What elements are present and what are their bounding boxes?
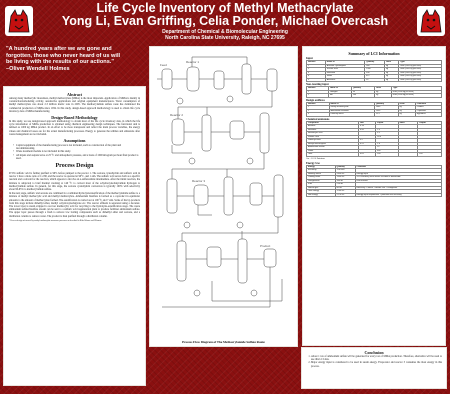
- table-cell: 4.05: [359, 153, 376, 157]
- table-cell: 1.6: [376, 142, 398, 146]
- table-cell: 2.3: [376, 128, 398, 132]
- table-cell: Gas: [359, 121, 376, 125]
- conclusion-list: [311, 355, 442, 368]
- process-design-text: 97.6% sulfuric acid is further purified to 99% before pumped to the reactor 1. The acetone cyanohydrin and sulfuric acid in reactor 1 have a mole ratio of 1:2.80, and the reactor is operated at 90°C, and 1 atm. The sulfuric acid serves both as a specific reactant and a solvent for the reaction, which appears to involve an α-sulfatoamide intermediate. After the initial reaction, the mixture is subjected to brief thermal cracking at 140 °C to convert most of the α-hydroxyisobutyramide hydrogen to methacrylamide sulfate. In general, for this stage, the acetone cyanohydrin conversion is typically 100% with selectivity about 90-95% to methacrylamide sulfate.: [9, 172, 140, 192]
- quote-text: "A hundred years after we are gone and forgotten, those who never heard of us will be living with the results of our actions.": [6, 46, 121, 66]
- left-column: [3, 86, 146, 386]
- table-cell: 530: [376, 153, 398, 157]
- input-table: [306, 60, 442, 82]
- flash: [224, 177, 233, 215]
- table-cell: Compound: [307, 121, 359, 125]
- conclusion-item: 2. Major energy input is considered to be used in steam energy. Evaporator and reactor 3 consumes the most energy in this process.: [311, 361, 442, 367]
- product-table: [306, 102, 442, 117]
- department-line-2: North Carolina State University, Raleigh, NC 27695: [165, 35, 285, 41]
- table-cell: Units: [398, 102, 415, 106]
- table-cell: kg: [398, 106, 415, 110]
- table-cell: kg: [375, 90, 392, 94]
- table-cell: Raw (1000 kg per kWh): [399, 78, 442, 82]
- wolf-mascot-logo-left: [5, 6, 33, 36]
- table-cell: Total: [307, 153, 359, 157]
- chemical-table-title: Chemical emissions: [306, 117, 330, 121]
- feed-tank: [162, 69, 172, 89]
- table-cell: 480: [376, 149, 398, 153]
- table-cell: heat transfer: [355, 179, 441, 183]
- table-cell: 0.18: [359, 125, 376, 129]
- table-cell: Units: [384, 61, 398, 65]
- table-cell: Sulfuric acid: [307, 135, 359, 139]
- table-cell: Raw (1000 kg per kWh): [391, 94, 441, 98]
- table-cell: 3: [307, 113, 330, 117]
- table-cell: Water: [325, 75, 364, 79]
- table-cell: kg: [398, 109, 415, 113]
- column-1: [242, 64, 251, 94]
- table-cell: Raw (1000 kg per kWh): [399, 75, 442, 79]
- table-cell: 25: [376, 146, 398, 150]
- drum-1: [267, 69, 277, 91]
- department-line-1: Department of Chemical & Biomolecular Engineering: [162, 29, 288, 35]
- table-row: [307, 113, 442, 117]
- nonreacting-table-title: Non-reacting input: [306, 83, 329, 86]
- table-cell: 0.22: [359, 142, 376, 146]
- table-cell: Units: [375, 87, 392, 91]
- process-flow-panel: [149, 46, 298, 347]
- product-tank: [264, 249, 276, 267]
- table-row: [307, 78, 442, 82]
- input-table-title: Input: [306, 57, 313, 60]
- assumption-item: • Capital equipment of the manufacturing process is not included, such as construction of the plant and decommissioning.: [13, 144, 140, 150]
- table-cell: 2: [307, 94, 329, 98]
- table-cell: [398, 153, 418, 157]
- methodology-heading: Design-Based Methodology: [51, 115, 98, 121]
- table-cell: 340 MJ: [335, 179, 355, 183]
- table-cell: Dimethyl ether: [307, 139, 359, 143]
- diagram-caption: Process Flow Diagram of The Methacrylamide Sulfate Route: [182, 340, 265, 344]
- table-cell: 2270 MJ: [335, 193, 355, 197]
- svg-text:Product: Product: [260, 244, 271, 248]
- table-cell: Natural gas: [307, 186, 336, 190]
- table-cell: kg: [375, 94, 392, 98]
- table-row: [307, 94, 442, 98]
- energy-table: [306, 165, 442, 198]
- table-cell: kg: [384, 68, 398, 72]
- table-cell: Ammonium bisulfate: [329, 109, 374, 113]
- table-cell: Fuel: [307, 183, 336, 187]
- table-cell: 3.1: [376, 132, 398, 136]
- table-cell: Quantity: [374, 102, 398, 106]
- svg-text:Reactor 3: Reactor 3: [192, 179, 206, 183]
- process-flow-diagram: [152, 49, 297, 339]
- table-cell: 980: [365, 64, 385, 68]
- column-3: [167, 179, 177, 213]
- table-cell: Liquid: [376, 121, 398, 125]
- table-cell: Ammonia: [325, 78, 364, 82]
- table-cell: 1350: [374, 109, 398, 113]
- table-cell: kg: [384, 71, 398, 75]
- table-cell: Name of: [329, 87, 352, 91]
- table-cell: Coproduct: [415, 109, 441, 113]
- table-cell: Sulfuric acid: [325, 68, 364, 72]
- table-cell: 1430 MJ: [335, 176, 355, 180]
- svg-text:Reactor 2: Reactor 2: [170, 113, 184, 117]
- table-cell: 210 MJ: [335, 183, 355, 187]
- table-cell: Methyl methacrylate: [307, 142, 359, 146]
- table-cell: Ammonium sulfate: [307, 146, 359, 150]
- table-cell: 2850 MJ: [335, 172, 355, 176]
- conclusion-panel: [301, 347, 447, 389]
- table-cell: 0.45: [359, 128, 376, 132]
- table-cell: kg: [384, 78, 398, 82]
- table-cell: 1: [307, 64, 326, 68]
- table-cell: 80 MJ: [335, 186, 355, 190]
- process-design-text-2: In the next stage, sulfuric and acetone are combined in a combined hydrolysis/esterification of the methacrylamide sulfate to a mixture of methyl methacrylic acid and methyl methacrylate. Ammonium bisulfate is formed as a coproduct in equimolar amounts to the amount of methacrylate formed. The esterification is carried out at 100 °C and 7 atm. Some of the by-products from this stage include dimethyl ether, methyl α-hydroxyisobutyrate etc. The reactor effluent is separated using a decanter. The lower layer is steam stripped to recover methacrylic acid for recycling to the hydrolysis-esterification stage. The waste ammonium sulfate/bisulfate stream can be sent to a sulfuric acid regeneration plant to produce fertilizer ammonium sulfate. The upper layer passes through a flash to remove low boiling components such as dimethyl ether and acetone, and a distillation column to remove water. The product is then purified through a distillation column.: [9, 192, 141, 218]
- distillation-1: [177, 241, 186, 281]
- table-cell: Electricity + steam + Heater use + Refrigerant: [355, 186, 441, 190]
- table-cell: Number: [307, 87, 329, 91]
- column-2: [202, 115, 211, 151]
- wolf-mascot-logo-right: [417, 6, 445, 36]
- table-cell: Output: [418, 121, 442, 125]
- table-cell: Product: [415, 106, 441, 110]
- product-table-title: Design outflows: [306, 98, 325, 102]
- table-cell: Methanol: [325, 71, 364, 75]
- table-cell: 3.2: [359, 139, 376, 143]
- table-cell: Net energy: [307, 193, 336, 197]
- table-cell: kg: [384, 75, 398, 79]
- reactor-3: [194, 185, 208, 205]
- conclusion-heading: Conclusion: [364, 350, 384, 355]
- table-cell: Energy input requirement + potential heat recovery: [355, 193, 441, 197]
- reactor-1: [187, 67, 199, 91]
- svg-text:Reactor 1: Reactor 1: [186, 60, 200, 64]
- table-cell: Acetone Cyanohydrin: [325, 64, 364, 68]
- table-cell: 18.4: [376, 135, 398, 139]
- table-cell: 2: [307, 68, 326, 72]
- table-row: [307, 193, 442, 197]
- abstract-heading: Abstract: [67, 92, 82, 97]
- table-cell: Methacrylic acid: [307, 132, 359, 136]
- title-line-1: Life Cycle Inventory of Methyl Methacrylate: [96, 1, 354, 15]
- authors-line: Yong Li, Evan Griffing, Celia Ponder, Michael Overcash: [61, 14, 389, 28]
- evaporator: [250, 183, 262, 205]
- table-cell: 128 kWh: [335, 169, 355, 173]
- table-cell: Comment: [415, 102, 441, 106]
- table-cell: Energy: [307, 165, 336, 169]
- table-cell: Nitrogen: [329, 90, 352, 94]
- decanter: [230, 121, 244, 139]
- cracking-unit: [214, 71, 224, 89]
- table-cell: 95% efficiency heat losses included in deliverable: [355, 176, 441, 180]
- table-cell: Acetone: [307, 125, 359, 129]
- table-cell: Comment: [355, 165, 441, 169]
- table-cell: Type: [391, 87, 441, 91]
- table-cell: Water: [307, 149, 359, 153]
- poster-title: [40, 2, 410, 28]
- table-cell: 12.5: [374, 113, 398, 117]
- department-block: [40, 29, 410, 41]
- process-design-heading: Process Design: [55, 163, 94, 170]
- table-cell: Electricity: [307, 169, 336, 173]
- table-cell: 412: [365, 75, 385, 79]
- table-cell: Cooling water: [307, 176, 336, 180]
- table-cell: Type: [399, 61, 442, 65]
- table-cell: Energy input: [355, 172, 441, 176]
- chemical-emissions-table: [306, 121, 442, 157]
- assumption-item: • Waste treatment module is not included in this study.: [13, 150, 140, 153]
- table-cell: 534: [418, 153, 442, 157]
- distillation-2: [238, 239, 247, 283]
- table-cell: Total energy: [307, 190, 336, 194]
- table-cell: Refrigeration: [307, 179, 336, 183]
- assumptions-list: [13, 144, 140, 160]
- methodology-text: In this study, we use design-based approach methodology to obtain most of the life cycle inventory data, in which the life cycle information of MMA production is obtained using chemical engineering design techniques. The functional unit is defined as 1000 kg MMA product. In an effort to be more transparent and reflect the main process variables, the energy values and chemical losses are for the actual manufacturing processes. Energy to generate the utilities and emissions after waste management are not included.: [9, 120, 140, 136]
- svg-text:Feed: Feed: [160, 63, 167, 67]
- table-cell: Methanol: [307, 128, 359, 132]
- table-cell: 30: [351, 90, 374, 94]
- table-cell: Quantity: [335, 165, 355, 169]
- table-cell: Solid: [398, 121, 418, 125]
- table-cell: 5: [307, 78, 326, 82]
- lci-summary-panel: [302, 46, 446, 346]
- stripper: [260, 113, 269, 153]
- abstract-text: Among many methacrylic monomers, methyl methacrylate (MMA) is the most important. Application of MMA is mainly in construction/remodeling activity, automotive applications and original equipment manufacturers. Worst consumption of methyl methacrylate was about 2.3 million metric tons in 2005. The methacrylamide sulfate route has dominated the commercial production of MMA since 1934. In this study, design-based approach methodology is used to obtain life cycle inventory data of MMA manufacturing.: [9, 97, 140, 113]
- table-cell: Heating steam: [307, 172, 336, 176]
- table-cell: Name of: [325, 61, 364, 65]
- energy-table-title: Energy Use: [306, 161, 320, 165]
- table-cell: Quantity: [351, 87, 374, 91]
- table-cell: 1: [307, 90, 329, 94]
- table-cell: Air: [329, 94, 352, 98]
- table-cell: Methyl methacrylate: [329, 106, 374, 110]
- table-cell: 200: [351, 94, 374, 98]
- table-cell: Number: [307, 61, 326, 65]
- table-cell: 3: [307, 71, 326, 75]
- table-cell: Raw (1000 kg per kWh): [399, 64, 442, 68]
- quote-author: –Oliver Wendell Holmes: [6, 65, 70, 72]
- table-cell: Raw (1000 kg per kWh): [391, 90, 441, 94]
- nonreacting-table: [306, 86, 442, 98]
- table-cell: Number: [307, 102, 330, 106]
- assumption-item: • All inputs and outputs leave at 25 °C and atmospheric pressure, and a basis of 1000 kilogram per hour final product is used.: [13, 154, 140, 160]
- table-cell: Byproduct: [415, 113, 441, 117]
- table-cell: Quantity: [365, 61, 385, 65]
- reactor-2: [172, 119, 184, 145]
- table-cell: 1000: [374, 106, 398, 110]
- table-cell: 2: [307, 109, 330, 113]
- table-cell: 4: [307, 75, 326, 79]
- drum-2: [207, 247, 221, 267]
- emission-note: Gas = 0.5 Gt Emissions: [306, 157, 325, 160]
- table-cell: Raw (1000 kg per kWh): [399, 71, 442, 75]
- table-row: [307, 153, 442, 157]
- table-cell: 1: [307, 106, 330, 110]
- table-cell: 356: [365, 71, 385, 75]
- conclusion-item: 1. About 1 ton of ammonium sulfate will be generated for every ton of MMA production. Therefore, alternative will be used to use this LCI data.: [311, 355, 442, 361]
- column-4: [274, 175, 283, 217]
- footnote: * Process design referenced by methyl methacrylate monomer processes as described in Kirk-Othmer and Ullmann.: [9, 219, 102, 222]
- quote-block: [6, 46, 122, 72]
- assumptions-heading: Assumptions: [63, 138, 86, 144]
- table-cell: 1580: [365, 68, 385, 72]
- table-cell: Name of: [329, 102, 374, 106]
- table-cell: kg: [384, 64, 398, 68]
- table-cell: kg: [398, 113, 415, 117]
- summary-heading: Summary of LCI Information: [348, 51, 400, 56]
- table-cell: Dimethyl ether: [329, 113, 374, 117]
- table-cell: 3700 MJ: [335, 190, 355, 194]
- table-cell: 39: [365, 78, 385, 82]
- table-cell: Raw (1000 kg per kWh): [399, 68, 442, 72]
